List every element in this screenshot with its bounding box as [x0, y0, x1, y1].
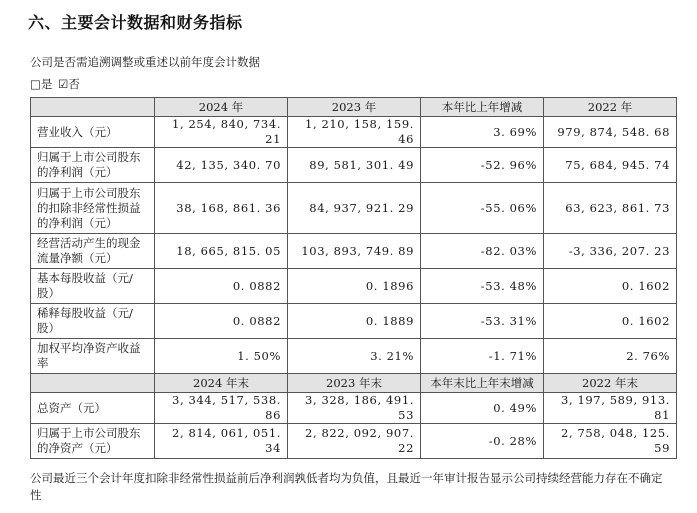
- cell-2022: 979, 874, 548. 68: [544, 117, 677, 148]
- cell-2023: 103, 893, 749. 89: [288, 234, 421, 269]
- header-cell-change-end: 本年末比上年末增减: [421, 374, 544, 393]
- cell-2024: 18, 665, 815. 05: [155, 234, 288, 269]
- header-cell-2022: 2022 年: [544, 98, 677, 117]
- table-row: [31, 117, 677, 148]
- cell-change: -53. 48%: [421, 269, 544, 304]
- cell-change: 3. 69%: [421, 117, 544, 148]
- cell-2022: 0. 1602: [544, 269, 677, 304]
- cell-2024-end: 3, 344, 517, 538. 86: [155, 393, 288, 424]
- cell-2024: 0. 0882: [155, 269, 288, 304]
- header-cell-label: [31, 374, 155, 393]
- header-cell-2024-end: 2024 年末: [155, 374, 288, 393]
- cell-2023: 84, 937, 921. 29: [288, 183, 421, 234]
- cell-change-end: -0. 28%: [421, 424, 544, 459]
- header-cell-2023-end: 2023 年末: [288, 374, 421, 393]
- table-header-row: [31, 98, 677, 117]
- table-row: [31, 339, 677, 374]
- table-row: [31, 424, 677, 459]
- going-concern-note: 公司最近三个会计年度扣除非经常性损益前后净利润孰低者均为负值，且最近一年审计报告显示公司持续经营能力存在不确定性: [30, 471, 663, 502]
- row-label: 归属于上市公司股东的净资产（元）: [31, 424, 155, 459]
- row-label: 稀释每股收益（元/股）: [31, 304, 155, 339]
- cell-change: -1. 71%: [421, 339, 544, 374]
- row-label: 加权平均净资产收益率: [31, 339, 155, 374]
- cell-2024: 0. 0882: [155, 304, 288, 339]
- cell-2022: -3, 336, 207. 23: [544, 234, 677, 269]
- cell-2022: 75, 684, 945. 74: [544, 148, 677, 183]
- row-label: 总资产（元）: [31, 393, 155, 424]
- restatement-question: 公司是否需追溯调整或重述以前年度会计数据: [30, 55, 260, 69]
- table-row: [31, 234, 677, 269]
- cell-2024: 38, 168, 861. 36: [155, 183, 288, 234]
- cell-2024: 1. 50%: [155, 339, 288, 374]
- cell-2022: 2. 76%: [544, 339, 677, 374]
- choice-no: ☑否: [58, 77, 80, 91]
- table-row: [31, 393, 677, 424]
- cell-2023: 89, 581, 301. 49: [288, 148, 421, 183]
- row-label: 营业收入（元）: [31, 117, 155, 148]
- cell-change-end: 0. 49%: [421, 393, 544, 424]
- cell-2023: 3. 21%: [288, 339, 421, 374]
- table-row: [31, 269, 677, 304]
- choice-yes: □是: [30, 77, 53, 91]
- cell-2023: 0. 1896: [288, 269, 421, 304]
- row-label: 归属于上市公司股东的净利润（元）: [31, 148, 155, 183]
- row-label: 基本每股收益（元/股）: [31, 269, 155, 304]
- header-cell-2024: 2024 年: [155, 98, 288, 117]
- cell-2023: 0. 1889: [288, 304, 421, 339]
- cell-change: -52. 96%: [421, 148, 544, 183]
- section-title: 六、主要会计数据和财务指标: [28, 13, 243, 32]
- cell-2022-end: 3, 197, 589, 913. 81: [544, 393, 677, 424]
- cell-2022: 0. 1602: [544, 304, 677, 339]
- cell-2023: 1, 210, 158, 159. 46: [288, 117, 421, 148]
- header-cell-2022-end: 2022 年末: [544, 374, 677, 393]
- cell-2023-end: 3, 328, 186, 491. 53: [288, 393, 421, 424]
- cell-2022: 63, 623, 861. 73: [544, 183, 677, 234]
- table-header-row-2: [31, 374, 677, 393]
- row-label: 归属于上市公司股东的扣除非经常性损益的净利润（元）: [31, 183, 155, 234]
- cell-2024: 42, 135, 340. 70: [155, 148, 288, 183]
- financial-data-table: [30, 97, 677, 459]
- restatement-choice: [30, 76, 82, 92]
- table-row: [31, 183, 677, 234]
- cell-2023-end: 2, 822, 092, 907. 22: [288, 424, 421, 459]
- header-cell-change: 本年比上年增减: [421, 98, 544, 117]
- cell-2024-end: 2, 814, 061, 051. 34: [155, 424, 288, 459]
- cell-2022-end: 2, 758, 048, 125. 59: [544, 424, 677, 459]
- header-cell-2023: 2023 年: [288, 98, 421, 117]
- table-row: [31, 304, 677, 339]
- cell-change: -55. 06%: [421, 183, 544, 234]
- cell-2024: 1, 254, 840, 734. 21: [155, 117, 288, 148]
- cell-change: -53. 31%: [421, 304, 544, 339]
- row-label: 经营活动产生的现金流量净额（元）: [31, 234, 155, 269]
- header-cell-label: [31, 98, 155, 117]
- cell-change: -82. 03%: [421, 234, 544, 269]
- table-row: [31, 148, 677, 183]
